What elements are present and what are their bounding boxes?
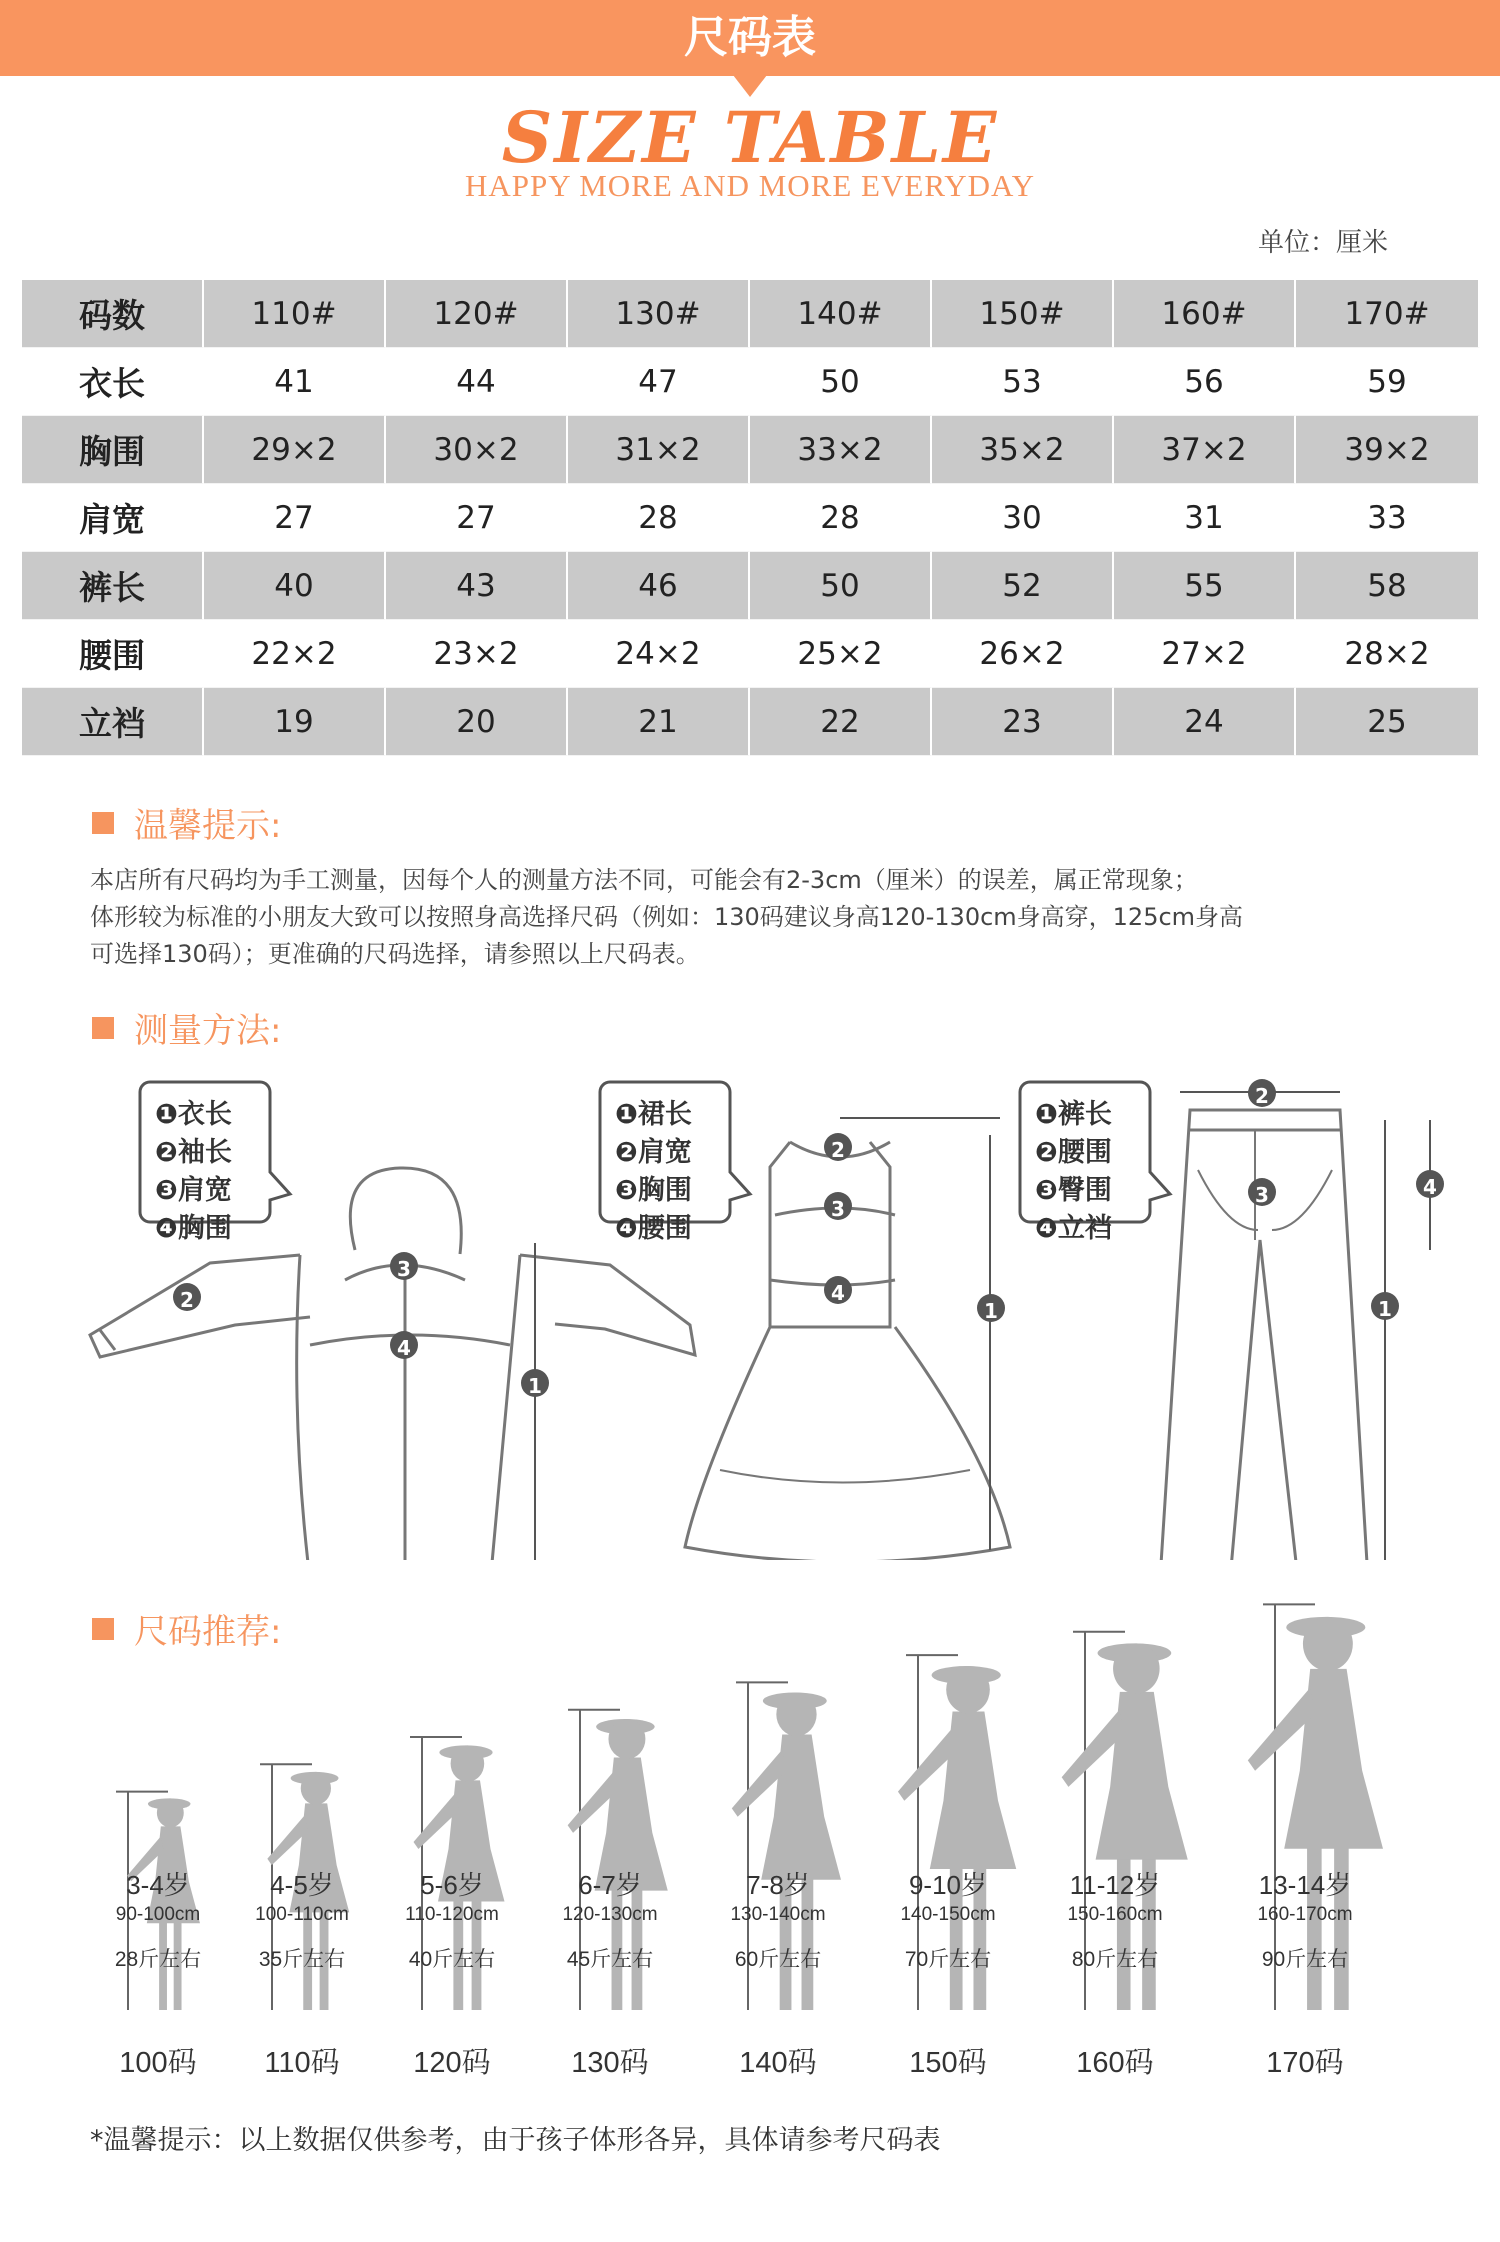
pants-legend-item: ❷腰围 xyxy=(1035,1137,1112,1168)
table-header-cell: 120# xyxy=(386,280,568,348)
table-cell: 27 xyxy=(204,484,386,552)
tips-heading-label: 温馨提示: xyxy=(134,806,282,846)
pants-legend-item: ❶裤长 xyxy=(1035,1099,1112,1130)
table-cell: 25×2 xyxy=(750,620,932,688)
table-cell: 59 xyxy=(1296,348,1480,416)
square-bullet-icon xyxy=(92,812,114,834)
weight-label: 80斤左右 xyxy=(1071,1948,1159,1971)
size-label: 140码 xyxy=(739,2047,817,2079)
height-range-label: 160-170cm xyxy=(1257,1904,1353,1925)
table-cell: 立裆 xyxy=(22,688,204,756)
table-cell: 19 xyxy=(204,688,386,756)
table-cell: 腰围 xyxy=(22,620,204,688)
table-cell: 21 xyxy=(568,688,750,756)
size-label: 170码 xyxy=(1266,2047,1344,2079)
table-row xyxy=(22,484,1480,552)
table-cell: 31 xyxy=(1114,484,1296,552)
age-label: 7-8岁 xyxy=(746,1870,810,1900)
height-range-label: 90-100cm xyxy=(115,1904,201,1925)
dress-legend-item: ❹腰围 xyxy=(615,1213,692,1244)
age-label: 5-6岁 xyxy=(420,1870,484,1900)
table-cell: 46 xyxy=(568,552,750,620)
age-label: 3-4岁 xyxy=(126,1870,190,1900)
table-cell: 50 xyxy=(750,552,932,620)
pants-legend-item: ❹立裆 xyxy=(1035,1213,1112,1244)
page-title: 尺码表 xyxy=(684,12,816,63)
dress-legend-item: ❷肩宽 xyxy=(615,1137,692,1168)
table-row xyxy=(22,688,1480,756)
marker-number: 2 xyxy=(831,1138,845,1162)
size-label: 150码 xyxy=(909,2047,987,2079)
dress-legend-item: ❸胸围 xyxy=(615,1175,692,1206)
table-cell: 31×2 xyxy=(568,416,750,484)
weight-label: 45斤左右 xyxy=(566,1948,654,1971)
table-cell: 30 xyxy=(932,484,1114,552)
marker-number: 3 xyxy=(831,1197,845,1221)
age-label: 11-12岁 xyxy=(1069,1870,1161,1900)
height-range-label: 140-150cm xyxy=(900,1904,996,1925)
height-range-label: 120-130cm xyxy=(562,1904,658,1925)
table-cell: 29×2 xyxy=(204,416,386,484)
table-row xyxy=(22,620,1480,688)
age-label: 6-7岁 xyxy=(578,1870,642,1900)
marker-number: 1 xyxy=(528,1374,542,1398)
size-label: 120码 xyxy=(413,2047,491,2079)
age-label: 9-10岁 xyxy=(908,1870,988,1900)
weight-label: 35斤左右 xyxy=(258,1948,346,1971)
tips-line: 可选择130码）；更准确的尺码选择，请参照以上尺码表。 xyxy=(90,940,700,968)
table-row xyxy=(22,416,1480,484)
size-label: 160码 xyxy=(1076,2047,1154,2079)
age-label: 13-14岁 xyxy=(1258,1870,1352,1900)
weight-label: 28斤左右 xyxy=(114,1948,202,1971)
table-header-cell: 140# xyxy=(750,280,932,348)
header-notch xyxy=(733,75,767,97)
table-header-cell: 130# xyxy=(568,280,750,348)
marker-number: 2 xyxy=(1255,1084,1269,1108)
tagline: HAPPY MORE AND MORE EVERYDAY xyxy=(464,168,1035,203)
table-header-row xyxy=(22,280,1480,348)
size-recommendation xyxy=(0,1600,1500,2100)
table-cell: 52 xyxy=(932,552,1114,620)
marker-number: 3 xyxy=(1255,1183,1269,1207)
table-header-cell: 160# xyxy=(1114,280,1296,348)
square-bullet-icon xyxy=(92,1017,114,1039)
table-cell: 50 xyxy=(750,348,932,416)
dress-markers xyxy=(824,1133,1005,1323)
table-cell: 24 xyxy=(1114,688,1296,756)
table-cell: 37×2 xyxy=(1114,416,1296,484)
table-cell: 胸围 xyxy=(22,416,204,484)
pants-drawing xyxy=(1160,1092,1430,1560)
table-cell: 28×2 xyxy=(1296,620,1480,688)
size-table-title: SIZE TABLE xyxy=(501,96,999,179)
height-range-label: 110-120cm xyxy=(405,1904,499,1925)
table-cell: 56 xyxy=(1114,348,1296,416)
table-cell: 33 xyxy=(1296,484,1480,552)
table-header-cell: 170# xyxy=(1296,280,1480,348)
table-row xyxy=(22,552,1480,620)
jacket-legend-item: ❷袖长 xyxy=(155,1137,232,1168)
table-header-cell: 110# xyxy=(204,280,386,348)
table-cell: 衣长 xyxy=(22,348,204,416)
table-header-cell: 码数 xyxy=(22,280,204,348)
marker-number: 3 xyxy=(397,1257,411,1281)
size-label: 110码 xyxy=(264,2047,340,2079)
footnote: *温馨提示：以上数据仅供参考，由于孩子体形各异，具体请参考尺码表 xyxy=(90,2125,941,2156)
size-label: 130码 xyxy=(571,2047,649,2079)
unit-label: 单位：厘米 xyxy=(1258,228,1389,258)
table-cell: 43 xyxy=(386,552,568,620)
table-cell: 55 xyxy=(1114,552,1296,620)
table-cell: 25 xyxy=(1296,688,1480,756)
weight-label: 70斤左右 xyxy=(904,1948,992,1971)
pants-legend-item: ❸臀围 xyxy=(1035,1175,1112,1206)
tips-heading xyxy=(92,798,281,847)
table-cell: 58 xyxy=(1296,552,1480,620)
weight-label: 90斤左右 xyxy=(1261,1948,1349,1971)
measure-heading-label: 测量方法: xyxy=(134,1011,282,1051)
marker-number: 1 xyxy=(1378,1297,1392,1321)
size-label: 100码 xyxy=(119,2047,197,2079)
height-range-label: 130-140cm xyxy=(730,1904,826,1925)
height-range-label: 150-160cm xyxy=(1067,1904,1163,1925)
age-label: 4-5岁 xyxy=(270,1870,334,1900)
table-cell: 40 xyxy=(204,552,386,620)
dress-legend-item: ❶裙长 xyxy=(615,1099,692,1130)
tips-line: 体形较为标准的小朋友大致可以按照身高选择尺码（例如：130码建议身高120-130cm身高穿，125cm身高 xyxy=(90,903,1244,931)
table-cell: 24×2 xyxy=(568,620,750,688)
table-cell: 27×2 xyxy=(1114,620,1296,688)
dress-legend xyxy=(600,1082,750,1244)
jacket-legend-item: ❶衣长 xyxy=(155,1099,232,1130)
marker-number: 4 xyxy=(831,1281,845,1305)
table-cell: 33×2 xyxy=(750,416,932,484)
table-cell: 41 xyxy=(204,348,386,416)
jacket-legend xyxy=(140,1082,290,1244)
measure-heading xyxy=(92,1003,281,1052)
marker-number: 1 xyxy=(984,1299,998,1323)
table-cell: 26×2 xyxy=(932,620,1114,688)
table-cell: 28 xyxy=(750,484,932,552)
table-cell: 肩宽 xyxy=(22,484,204,552)
measurement-illustrations xyxy=(0,1060,1500,1560)
table-cell: 30×2 xyxy=(386,416,568,484)
table-cell: 20 xyxy=(386,688,568,756)
table-cell: 44 xyxy=(386,348,568,416)
marker-number: 4 xyxy=(1423,1175,1437,1199)
recommend-heading-label: 尺码推荐: xyxy=(134,1612,282,1652)
table-cell: 23 xyxy=(932,688,1114,756)
size-table xyxy=(22,280,1480,756)
table-cell: 23×2 xyxy=(386,620,568,688)
table-cell: 53 xyxy=(932,348,1114,416)
weight-label: 60斤左右 xyxy=(734,1948,822,1971)
height-range-label: 100-110cm xyxy=(255,1904,349,1925)
table-header-cell: 150# xyxy=(932,280,1114,348)
tips-text xyxy=(90,862,1430,973)
weight-label: 40斤左右 xyxy=(408,1948,496,1971)
table-row xyxy=(22,348,1480,416)
table-cell: 39×2 xyxy=(1296,416,1480,484)
tips-line: 本店所有尺码均为手工测量，因每个人的测量方法不同，可能会有2-3cm（厘米）的误差，属正常现象； xyxy=(90,866,1198,894)
pants-legend xyxy=(1020,1082,1170,1244)
marker-number: 4 xyxy=(397,1336,411,1360)
jacket-legend-item: ❹胸围 xyxy=(155,1213,232,1244)
marker-number: 2 xyxy=(180,1288,194,1312)
table-cell: 47 xyxy=(568,348,750,416)
table-cell: 裤长 xyxy=(22,552,204,620)
table-cell: 28 xyxy=(568,484,750,552)
jacket-legend-item: ❸肩宽 xyxy=(155,1175,232,1206)
table-cell: 22×2 xyxy=(204,620,386,688)
table-cell: 35×2 xyxy=(932,416,1114,484)
table-cell: 22 xyxy=(750,688,932,756)
table-cell: 27 xyxy=(386,484,568,552)
